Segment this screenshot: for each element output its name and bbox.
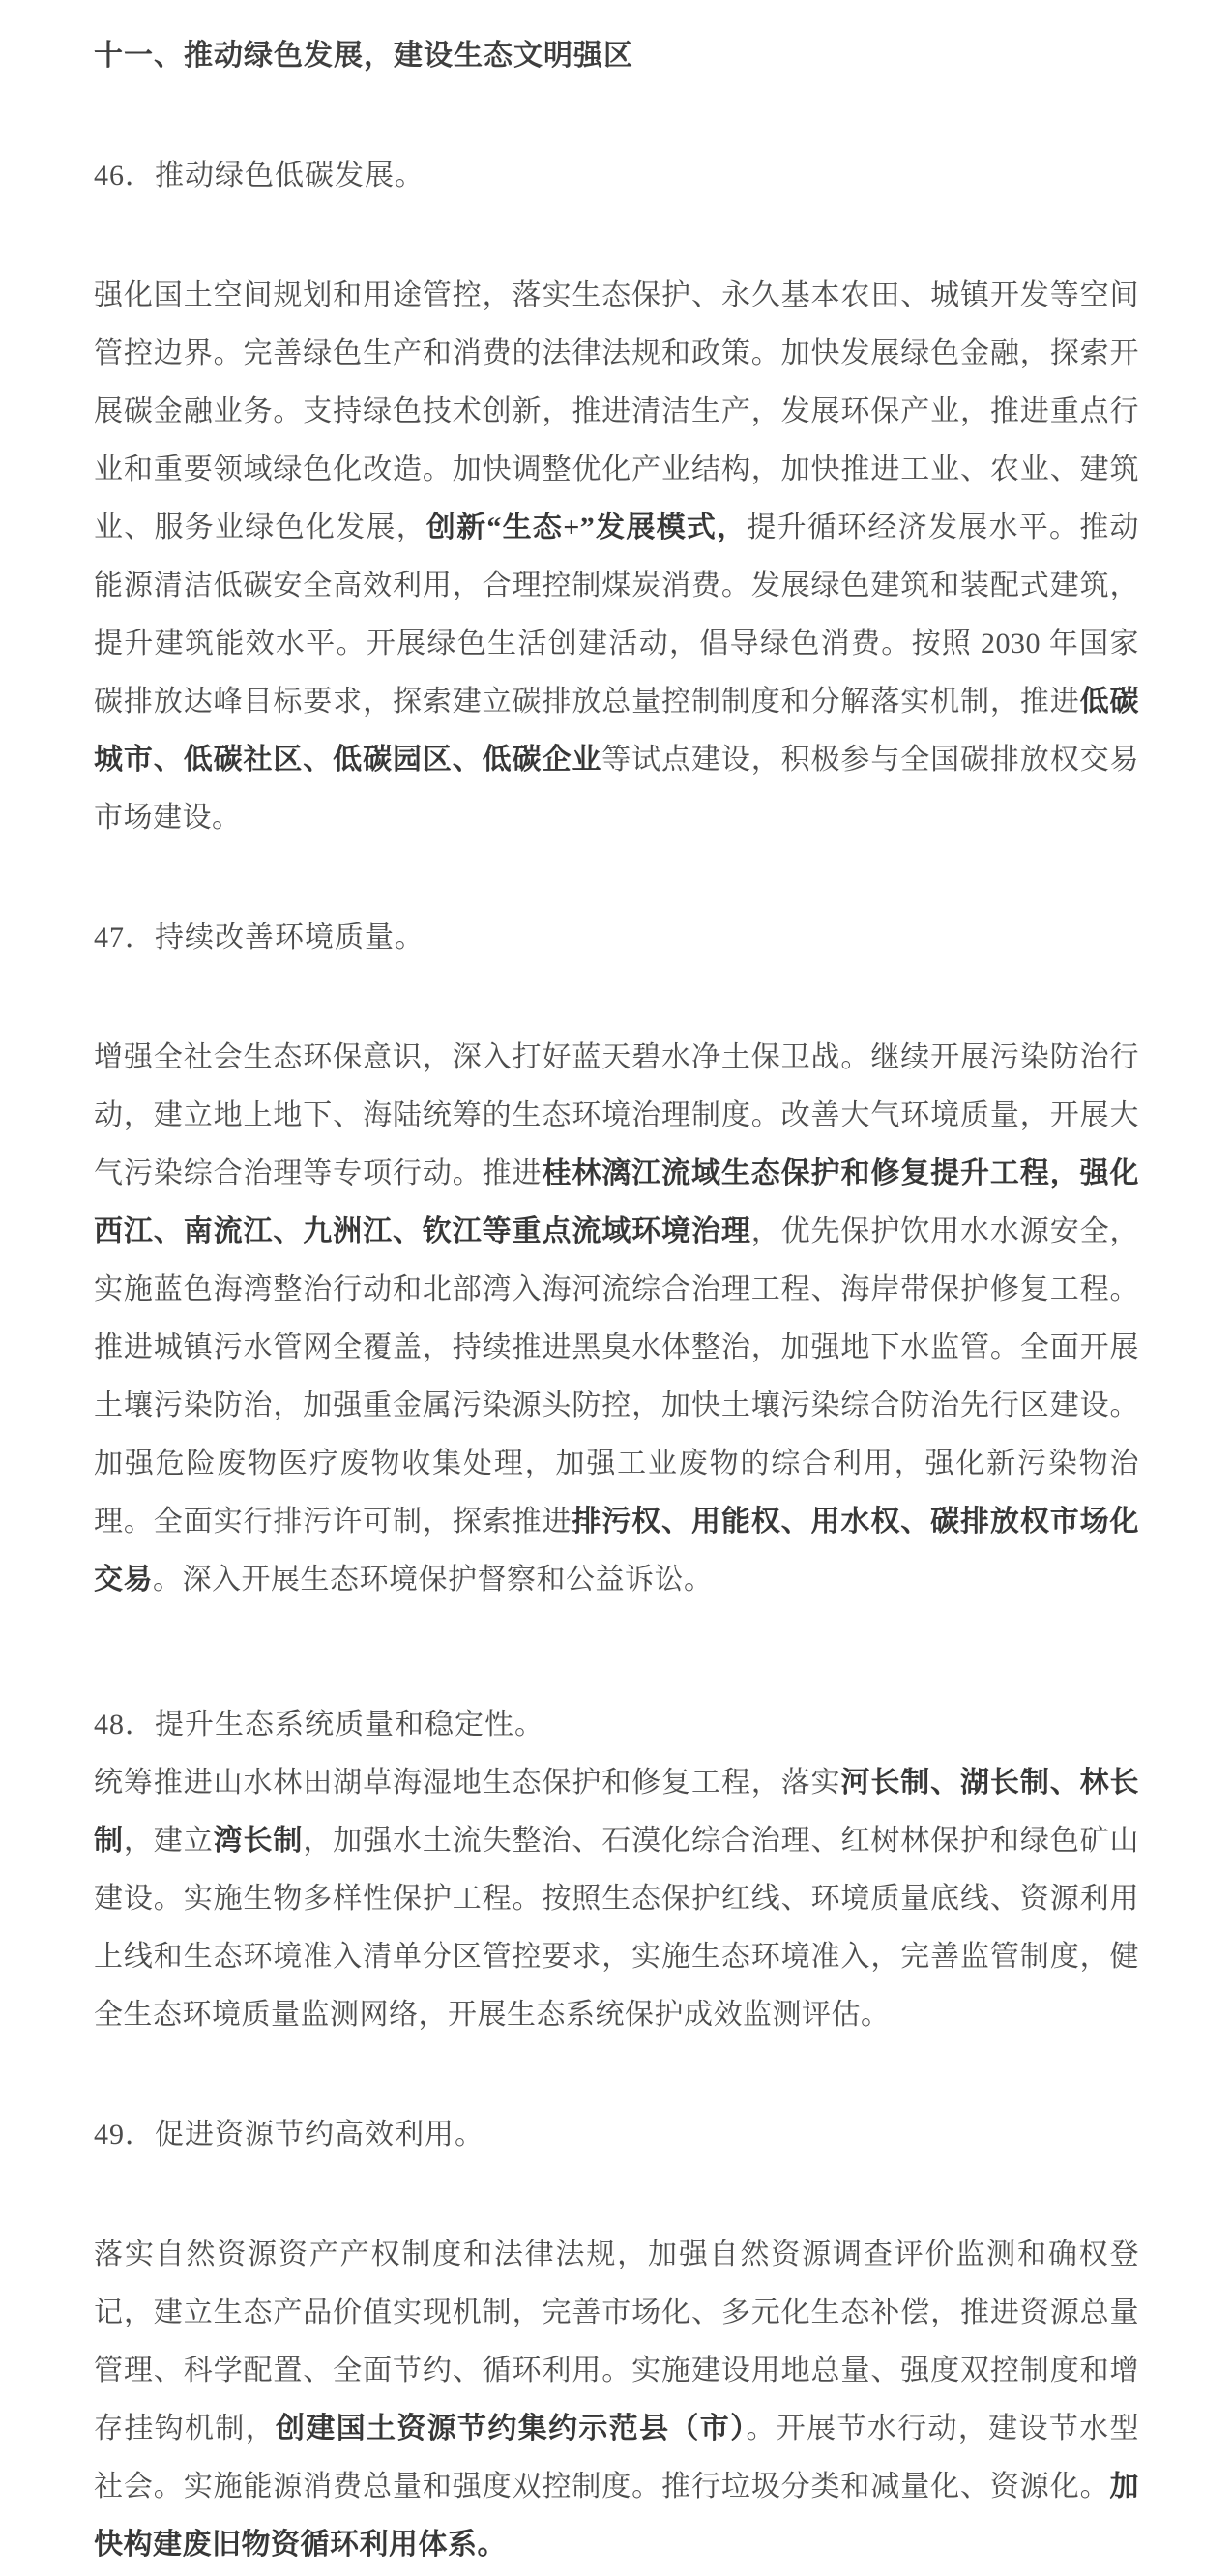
item-47-heading: 47．持续改善环境质量。 — [94, 922, 425, 953]
item-48-paragraph: 统筹推进山水林田湖草海湿地生态保护和修复工程，落实河长制、湖长制、林长制，建立湾长制，加强水土流失整治、石漠化综合治理、红树林保护和绿色矿山建设。实施生物多样性保护工程。按照生态保护红线、环境质量底线、资源利用上线和生态环境准入清单分区管控要求，实施生态环境准入，完善监管制度，健全生态环境质量监测网络，开展生态系统保护成效监测评估。 — [94, 1767, 1140, 2031]
item-48-heading: 48．提升生态系统质量和稳定性。 — [94, 1709, 544, 1741]
item-49-paragraph: 落实自然资源资产产权制度和法律法规，加强自然资源调查评价监测和确权登记，建立生态产品价值实现机制，完善市场化、多元化生态补偿，推进资源总量管理、科学配置、全面节约、循环利用。实施建设用地总量、强度双控制度和增存挂钩机制，创建国土资源节约集约示范县（市）。开展节水行动，建设节水型社会。实施能源消费总量和强度双控制度。推行垃圾分类和减量化、资源化。加快构建废旧物资循环利用体系。 — [94, 2239, 1140, 2561]
item-46-heading: 46．推动绿色低碳发展。 — [94, 160, 425, 191]
item-46-paragraph: 强化国土空间规划和用途管控，落实生态保护、永久基本农田、城镇开发等空间管控边界。完善绿色生产和消费的法律法规和政策。加快发展绿色金融，探索开展碳金融业务。支持绿色技术创新，推进清洁生产，发展环保产业，推进重点行业和重要领域绿色化改造。加快调整优化产业结构，加快推进工业、农业、建筑业、服务业绿色化发展，创新“生态+”发展模式，提升循环经济发展水平。推动能源清洁低碳安全高效利用，合理控制煤炭消费。发展绿色建筑和装配式建筑，提升建筑能效水平。开展绿色生活创建活动，倡导绿色消费。按照 2030 年国家碳排放达峰目标要求，探索建立碳排放总量控制制度和分解落实机制，推进低碳城市、低碳社区、低碳园区、低碳企业等试点建设，积极参与全国碳排放权交易市场建设。 — [94, 279, 1140, 834]
item-47-paragraph: 增强全社会生态环保意识，深入打好蓝天碧水净土保卫战。继续开展污染防治行动，建立地上地下、海陆统筹的生态环境治理制度。改善大气环境质量，开展大气污染综合治理等专项行动。推进桂林漓江流域生态保护和修复提升工程，强化西江、南流江、九洲江、钦江等重点流域环境治理，优先保护饮用水水源安全，实施蓝色海湾整治行动和北部湾入海河流综合治理工程、海岸带保护修复工程。推进城镇污水管网全覆盖，持续推进黑臭水体整治，加强地下水监管。全面开展土壤污染防治，加强重金属污染源头防控，加快土壤污染综合防治先行区建设。加强危险废物医疗废物收集处理，加强工业废物的综合利用，强化新污染物治理。全面实行排污许可制，探索推进排污权、用能权、用水权、碳排放权市场化交易。深入开展生态环境保护督察和公益诉讼。 — [94, 1041, 1140, 1595]
section-title: 十一、推动绿色发展，建设生态文明强区 — [94, 40, 633, 72]
item-49-heading: 49．促进资源节约高效利用。 — [94, 2119, 484, 2151]
section-item-48 — [94, 1696, 1139, 2044]
section-item-47 — [94, 909, 1139, 1609]
section-item-49 — [94, 2106, 1139, 2574]
section-item-46 — [94, 147, 1139, 847]
